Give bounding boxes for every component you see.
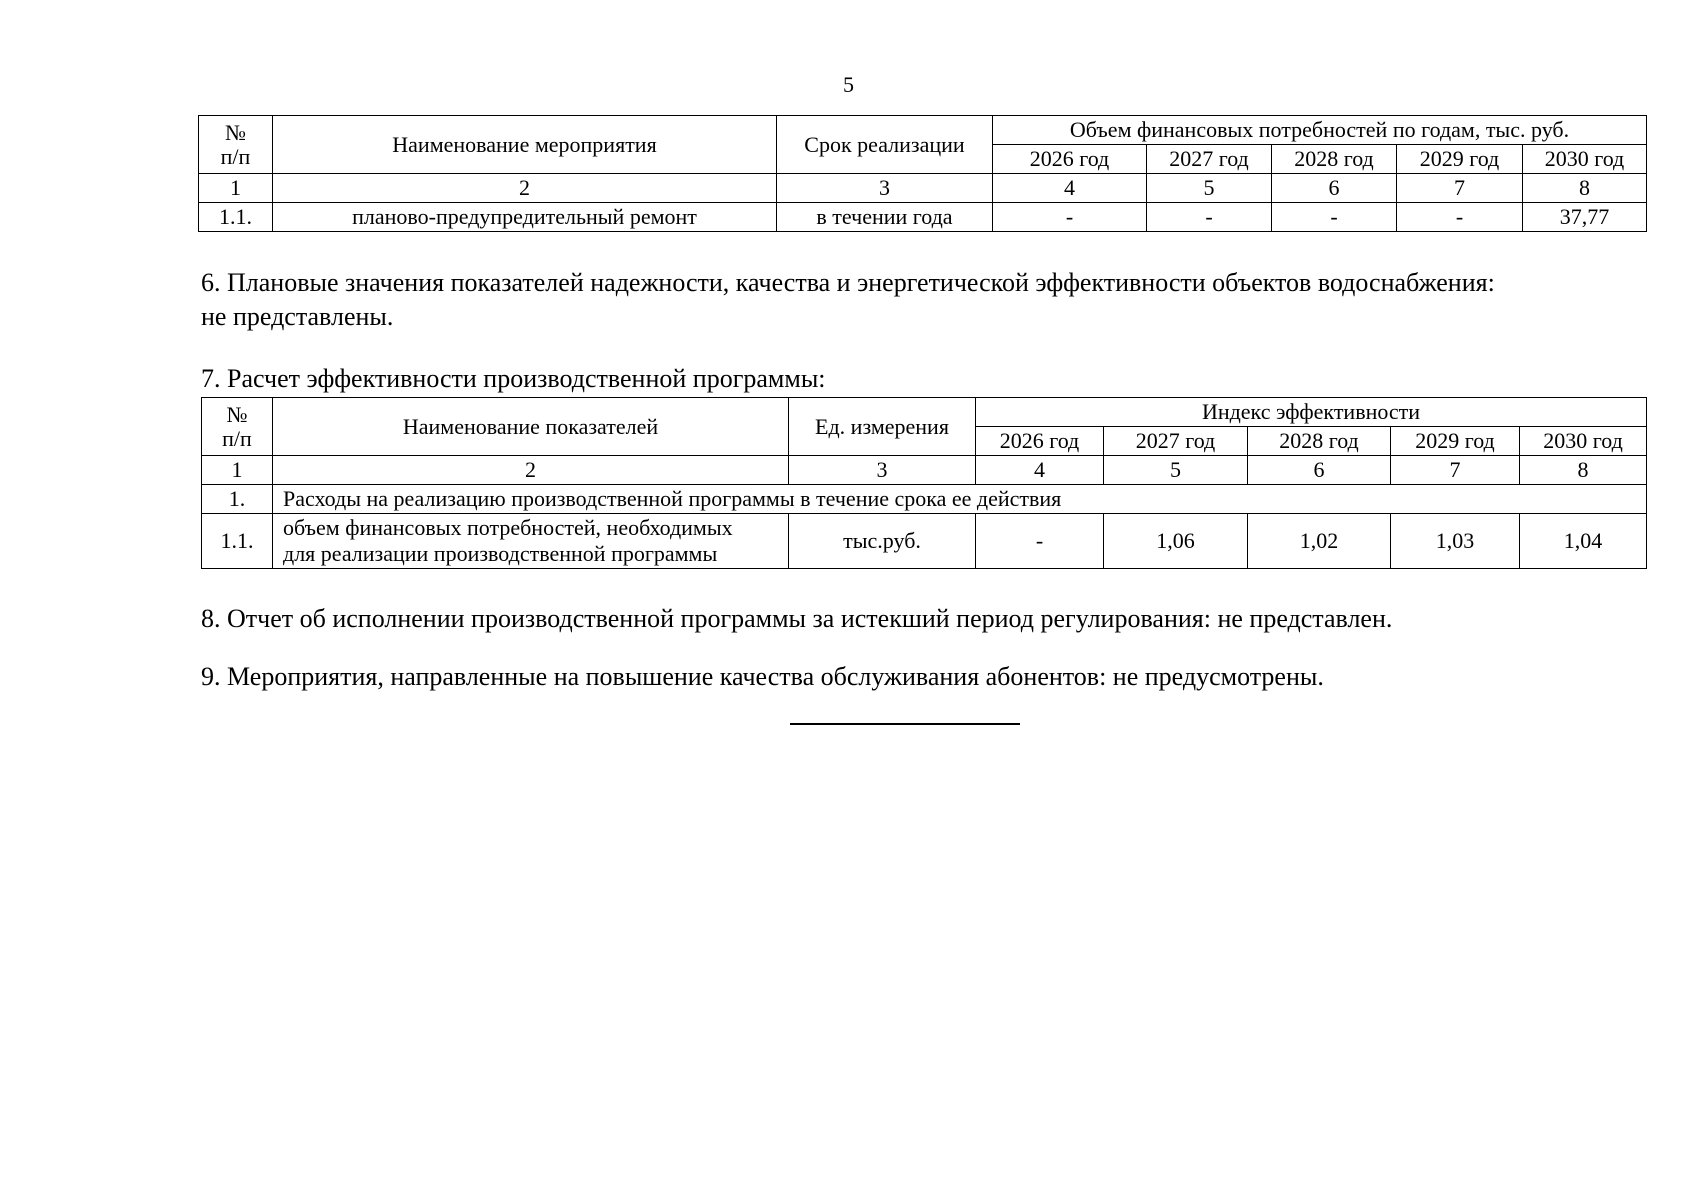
row-value: - [976, 514, 1104, 569]
row-value: - [1272, 203, 1397, 232]
header-num-label: п/п [222, 425, 252, 451]
header-group: Индекс эффективности [976, 398, 1647, 427]
end-divider [790, 723, 1020, 725]
row-name-line: объем финансовых потребностей, необходимых [283, 515, 733, 540]
row-value: - [993, 203, 1147, 232]
row-num: 1.1. [199, 203, 273, 232]
row-name-line: для реализации производственной программы [283, 541, 718, 566]
index-cell: 8 [1523, 174, 1647, 203]
row-unit: тыс.руб. [789, 514, 976, 569]
section-6-line-2: не представлены. [201, 302, 394, 331]
header-group: Объем финансовых потребностей по годам, тыс. руб. [993, 116, 1647, 145]
index-cell: 2 [273, 456, 789, 485]
header-year: 2029 год [1397, 145, 1523, 174]
table-header-row [202, 398, 1647, 427]
financial-needs-table [198, 115, 1647, 232]
section-6 [201, 266, 1495, 334]
index-cell: 4 [976, 456, 1104, 485]
header-num-cell [202, 398, 273, 456]
row-value: 1,06 [1104, 514, 1248, 569]
index-cell: 5 [1147, 174, 1272, 203]
section-8: 8. Отчет об исполнении производственной программы за истекший период регулирования: не представлен. [201, 604, 1393, 633]
header-term: Срок реализации [777, 116, 993, 174]
row-value: - [1147, 203, 1272, 232]
index-cell: 2 [273, 174, 777, 203]
index-cell: 1 [199, 174, 273, 203]
header-unit: Ед. измерения [789, 398, 976, 456]
table-header-row [199, 116, 1647, 145]
header-year: 2030 год [1520, 427, 1647, 456]
header-year: 2026 год [976, 427, 1104, 456]
header-year: 2027 год [1147, 145, 1272, 174]
header-year: 2029 год [1391, 427, 1520, 456]
index-cell: 8 [1520, 456, 1647, 485]
header-num-symbol: № [226, 401, 248, 427]
index-cell: 1 [202, 456, 273, 485]
table-row [202, 514, 1647, 569]
row-num: 1.1. [202, 514, 273, 569]
header-name: Наименование мероприятия [273, 116, 777, 174]
header-year: 2030 год [1523, 145, 1647, 174]
row-value: 1,04 [1520, 514, 1647, 569]
table-row [199, 203, 1647, 232]
index-cell: 7 [1391, 456, 1520, 485]
row-name: планово-предупредительный ремонт [273, 203, 777, 232]
index-cell: 6 [1272, 174, 1397, 203]
index-cell: 7 [1397, 174, 1523, 203]
page-number: 5 [843, 72, 854, 97]
section-row-num: 1. [202, 485, 273, 514]
section-6-line-1: 6. Плановые значения показателей надежности, качества и энергетической эффективности объектов водоснабжения: [201, 268, 1495, 297]
row-term: в течении года [777, 203, 993, 232]
table-section-row [202, 485, 1647, 514]
index-cell: 6 [1248, 456, 1391, 485]
row-value: 37,77 [1523, 203, 1647, 232]
section-7-title: 7. Расчет эффективности производственной программы: [201, 364, 826, 393]
header-year: 2026 год [993, 145, 1147, 174]
index-cell: 4 [993, 174, 1147, 203]
table-index-row [199, 174, 1647, 203]
row-value: 1,03 [1391, 514, 1520, 569]
header-year: 2028 год [1248, 427, 1391, 456]
header-num-cell [199, 116, 273, 174]
row-value: 1,02 [1248, 514, 1391, 569]
row-value: - [1397, 203, 1523, 232]
header-year: 2027 год [1104, 427, 1248, 456]
table-index-row [202, 456, 1647, 485]
row-name [273, 514, 789, 569]
efficiency-table [201, 397, 1647, 569]
index-cell: 3 [777, 174, 993, 203]
header-year: 2028 год [1272, 145, 1397, 174]
index-cell: 3 [789, 456, 976, 485]
header-num-label: п/п [220, 143, 251, 169]
section-9: 9. Мероприятия, направленные на повышение качества обслуживания абонентов: не предусмотрены. [201, 662, 1324, 691]
index-cell: 5 [1104, 456, 1248, 485]
header-num-symbol: № [225, 119, 246, 145]
header-name: Наименование показателей [273, 398, 789, 456]
section-row-text: Расходы на реализацию производственной программы в течение срока ее действия [273, 485, 1647, 514]
